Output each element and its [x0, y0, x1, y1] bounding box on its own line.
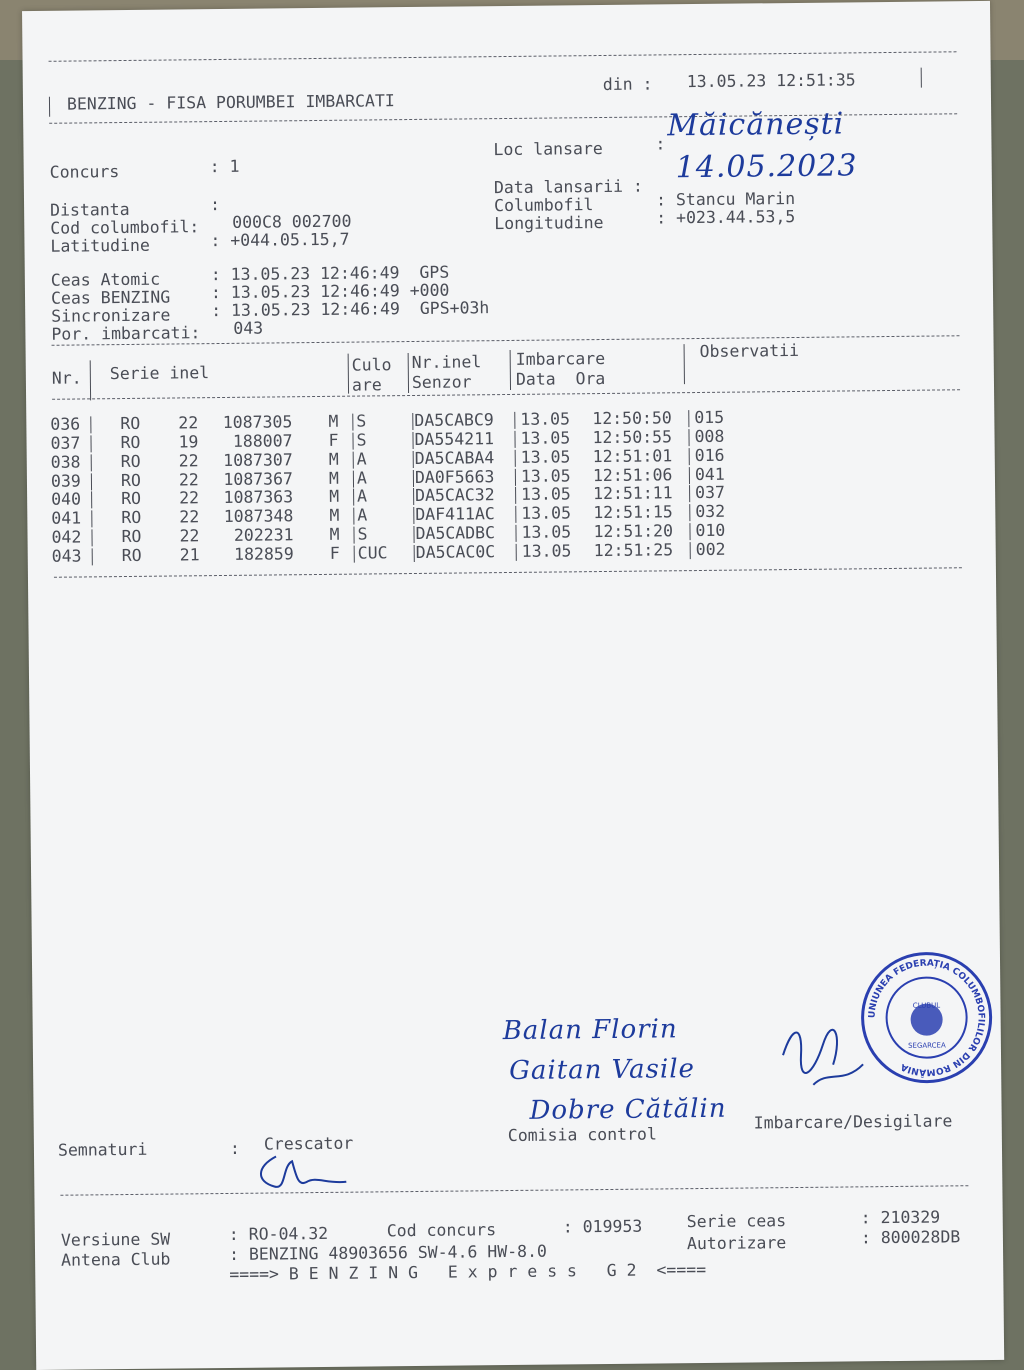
- divider: [91, 473, 92, 490]
- crescator-label: Crescator: [263, 1133, 354, 1154]
- divider: [921, 68, 922, 88]
- cell-time: 12:51:15: [593, 502, 673, 523]
- cell-date: 13.05: [521, 522, 572, 542]
- divider: [414, 545, 415, 562]
- cell-date: 13.05: [521, 541, 572, 561]
- handwritten-name-3: Dobre Cătălin: [529, 1093, 727, 1126]
- col-header-nr-inel: Nr.inel: [411, 352, 482, 373]
- cell-ring: 1087348: [223, 506, 294, 527]
- cell-sensor: DA5CAC32: [415, 485, 495, 506]
- cell-year: 22: [179, 507, 200, 527]
- col-header-senzor: Senzor: [411, 372, 472, 393]
- cell-date: 13.05: [520, 409, 571, 429]
- cell-country: RO: [120, 432, 141, 452]
- cell-sensor: DAF411AC: [415, 504, 495, 525]
- divider: [90, 416, 91, 433]
- cell-ring: 1087305: [222, 412, 293, 432]
- cell-nr: 040: [51, 489, 82, 510]
- latitudine-label: Latitudine: [50, 235, 150, 256]
- divider: [516, 544, 517, 561]
- ceas-benzing-value: : 13.05.23 12:46:49 +000: [210, 280, 450, 303]
- cell-time: 12:51:11: [593, 483, 673, 504]
- divider: [49, 97, 50, 117]
- cell-obs: 008: [694, 426, 725, 446]
- imbarcare-desigilare-label: Imbarcare/Desigilare: [753, 1111, 953, 1133]
- divider: [348, 354, 349, 394]
- divider: [90, 360, 91, 400]
- cell-year: 21: [179, 545, 200, 565]
- print-date: 13.05.23 12:51:35: [686, 70, 856, 92]
- cell-time: 12:51:20: [593, 521, 674, 542]
- divider: [510, 350, 511, 390]
- cell-obs: 010: [695, 520, 726, 541]
- cell-color: A: [357, 486, 368, 506]
- serie-ceas-label: Serie ceas: [686, 1211, 787, 1232]
- benzing-banner: ====> B E N Z I N G E x p r e s s G 2 <====: [229, 1259, 707, 1284]
- divider: [49, 51, 957, 62]
- cell-year: 22: [178, 469, 199, 489]
- cell-country: RO: [120, 470, 141, 490]
- longitudine-value: : +023.44.53,5: [656, 206, 796, 228]
- cod-columbofil-value: 000C8 002700: [232, 211, 352, 232]
- distanta-value: :: [209, 195, 221, 215]
- cell-time: 12:50:55: [592, 427, 673, 447]
- columbofil-value: : Stancu Marin: [655, 188, 796, 210]
- cell-sex: F: [328, 430, 339, 450]
- columbofil-label: Columbofil: [493, 195, 594, 216]
- cell-sex: M: [329, 524, 340, 544]
- cell-nr: 038: [50, 452, 81, 472]
- cell-time: 12:51:06: [592, 464, 673, 485]
- cell-color: CUC: [357, 543, 388, 563]
- cell-nr: 039: [50, 471, 81, 491]
- cell-ring: 1087307: [223, 449, 293, 470]
- antena-club-value: : BENZING 48903656 SW-4.6 HW-8.0: [228, 1241, 548, 1264]
- divider: [408, 353, 409, 393]
- cell-ring: 202231: [233, 525, 294, 545]
- cell-country: RO: [120, 413, 141, 434]
- divider: [91, 511, 92, 528]
- divider: [515, 525, 516, 542]
- cell-sensor: DA5CABC9: [414, 410, 494, 430]
- divider: [52, 389, 960, 400]
- divider: [689, 523, 690, 540]
- cell-nr: 041: [51, 508, 82, 529]
- col-header-nr: Nr.: [51, 368, 82, 388]
- cell-sex: F: [329, 543, 340, 563]
- divider: [352, 414, 353, 431]
- divider: [515, 468, 516, 485]
- divider: [412, 432, 413, 449]
- divider: [689, 504, 690, 521]
- cell-nr: 043: [51, 546, 82, 566]
- sincronizare-value: : 13.05.23 12:46:49 GPS+03h: [211, 298, 490, 321]
- printed-receipt: [22, 1, 1004, 1370]
- cell-sex: M: [329, 506, 340, 526]
- svg-text:CLUBUL: CLUBUL: [912, 1001, 941, 1010]
- cell-color: A: [356, 449, 367, 469]
- col-header-data-ora: Data Ora: [515, 368, 606, 389]
- divider: [91, 492, 92, 509]
- cell-country: RO: [121, 489, 142, 509]
- divider: [354, 546, 355, 563]
- divider: [91, 529, 92, 546]
- divider: [353, 527, 354, 544]
- semnaturi-colon: :: [229, 1138, 240, 1158]
- cell-year: 22: [179, 488, 200, 508]
- handwritten-name-2: Gaitan Vasile: [508, 1054, 696, 1087]
- col-header-serie-inel: Serie inel: [109, 363, 210, 384]
- cell-country: RO: [121, 545, 142, 565]
- cell-color: A: [357, 505, 368, 525]
- cell-country: RO: [121, 526, 142, 547]
- divider: [515, 506, 516, 523]
- cell-country: RO: [121, 508, 142, 528]
- cell-nr: 037: [50, 433, 81, 453]
- distanta-label: Distanta: [50, 199, 130, 220]
- cell-sensor: DA0F5663: [414, 466, 495, 487]
- cell-color: A: [356, 468, 367, 488]
- divider: [353, 470, 354, 487]
- cell-color: S: [356, 430, 367, 450]
- divider: [413, 451, 414, 468]
- cell-nr: 042: [51, 527, 82, 547]
- divider: [684, 344, 685, 384]
- sincronizare-label: Sincronizare: [51, 305, 171, 326]
- divider: [413, 507, 414, 524]
- cell-sensor: DA5CABA4: [414, 447, 495, 468]
- divider: [352, 432, 353, 449]
- print-date-label: din :: [602, 74, 653, 94]
- divider: [413, 526, 414, 543]
- cell-year: 19: [178, 432, 199, 452]
- divider: [514, 431, 515, 448]
- divider: [413, 488, 414, 505]
- cell-obs: 037: [695, 483, 726, 503]
- cell-sex: M: [328, 468, 340, 488]
- cell-sex: M: [328, 449, 339, 469]
- divider: [90, 435, 91, 452]
- cod-columbofil-label: Cod columbofil:: [50, 217, 200, 238]
- col-header-culoare: Culo: [351, 355, 392, 375]
- autorizare-value: : 800028DB: [860, 1227, 961, 1248]
- cell-obs: 015: [694, 407, 725, 428]
- cell-sensor: DA5CADBC: [415, 523, 496, 544]
- col-header-observatii: Observatii: [699, 340, 800, 361]
- divider: [92, 548, 93, 565]
- ceas-atomic-value: : 13.05.23 12:46:49 GPS: [210, 262, 450, 285]
- concurs-label: Concurs: [49, 162, 120, 182]
- divider: [689, 448, 690, 465]
- divider: [689, 467, 690, 484]
- cell-sensor: DA5CAC0C: [415, 542, 496, 562]
- por-imbarcati-label: Por. imbarcati:: [51, 323, 201, 344]
- loc-lansare-label: Loc lansare: [493, 138, 603, 160]
- divider: [91, 454, 92, 471]
- cell-sex: M: [328, 411, 339, 431]
- cell-obs: 032: [695, 501, 726, 522]
- crescator-signature: [246, 1146, 357, 1197]
- autorizare-label: Autorizare: [686, 1233, 787, 1254]
- data-lansarii-label: Data lansarii :: [493, 176, 644, 198]
- cod-concurs-label: Cod concurs: [386, 1220, 497, 1241]
- divider: [688, 410, 689, 427]
- club-stamp: [856, 947, 997, 1088]
- loc-lansare-colon: :: [655, 134, 666, 154]
- svg-text:UNIUNEA FEDERAȚIA COLUMBOFILIL: UNIUNEA FEDERAȚIA COLUMBOFILILOR DIN ROMÂNIA: [867, 958, 986, 1077]
- document-title: BENZING - FISA PORUMBEI IMBARCATI: [66, 91, 395, 114]
- divider: [412, 413, 413, 430]
- cell-time: 12:51:25: [593, 540, 674, 561]
- cell-color: S: [356, 411, 367, 431]
- cell-date: 13.05: [520, 428, 571, 448]
- divider: [688, 429, 689, 446]
- divider: [353, 489, 354, 506]
- divider: [514, 412, 515, 429]
- cell-sex: M: [329, 487, 340, 507]
- ceas-benzing-label: Ceas BENZING: [50, 287, 171, 308]
- por-imbarcati-value: 043: [233, 318, 264, 338]
- cell-ring: 1087363: [223, 487, 294, 508]
- divider: [353, 508, 354, 525]
- divider: [515, 450, 516, 467]
- svg-text:SEGARCEA: SEGARCEA: [908, 1041, 946, 1050]
- semnaturi-label: Semnaturi: [57, 1139, 148, 1160]
- versiune-sw-value: : RO-04.32: [228, 1223, 329, 1244]
- cell-date: 13.05: [521, 484, 571, 505]
- cell-year: 22: [178, 450, 199, 471]
- divider: [54, 567, 962, 578]
- col-header-imbarcare: Imbarcare: [515, 348, 606, 369]
- cell-obs: 041: [694, 464, 725, 484]
- loc-lansare-handwritten: Măicănești: [667, 106, 845, 144]
- cell-ring: 188007: [232, 431, 293, 451]
- col-header-culoare-2: are: [351, 375, 382, 395]
- cell-nr: 036: [50, 414, 81, 434]
- cell-obs: 016: [694, 445, 725, 465]
- divider: [413, 470, 414, 487]
- divider: [690, 542, 691, 559]
- concurs-value: : 1: [209, 156, 240, 177]
- comisia-control-label: Comisia control: [507, 1124, 657, 1146]
- divider: [353, 451, 354, 468]
- ceas-atomic-label: Ceas Atomic: [50, 269, 161, 290]
- cell-obs: 002: [695, 539, 726, 559]
- longitudine-label: Longitudine: [494, 212, 604, 234]
- cell-date: 13.05: [520, 447, 571, 467]
- cell-time: 12:51:01: [592, 445, 673, 466]
- cell-year: 22: [179, 526, 200, 546]
- cod-concurs-value: : 019953: [562, 1216, 643, 1237]
- cell-color: S: [357, 524, 368, 544]
- cell-ring: 182859: [234, 544, 294, 564]
- handwritten-name-1: Balan Florin: [502, 1014, 678, 1047]
- cell-date: 13.05: [520, 465, 571, 486]
- cell-time: 12:50:50: [592, 408, 672, 429]
- serie-ceas-value: : 210329: [860, 1207, 941, 1228]
- divider: [60, 1185, 968, 1196]
- divider: [689, 485, 690, 502]
- cell-country: RO: [120, 451, 141, 471]
- versiune-sw-label: Versiune SW: [60, 1229, 171, 1250]
- cell-date: 13.05: [521, 503, 572, 524]
- cell-ring: 1087367: [223, 468, 294, 489]
- latitudine-value: : +044.05.15,7: [210, 229, 350, 251]
- divider: [515, 487, 516, 504]
- cell-sensor: DA554211: [414, 428, 495, 449]
- antena-club-label: Antena Club: [61, 1249, 171, 1270]
- data-lansarii-handwritten: 14.05.2023: [675, 148, 858, 186]
- cell-year: 22: [178, 413, 199, 433]
